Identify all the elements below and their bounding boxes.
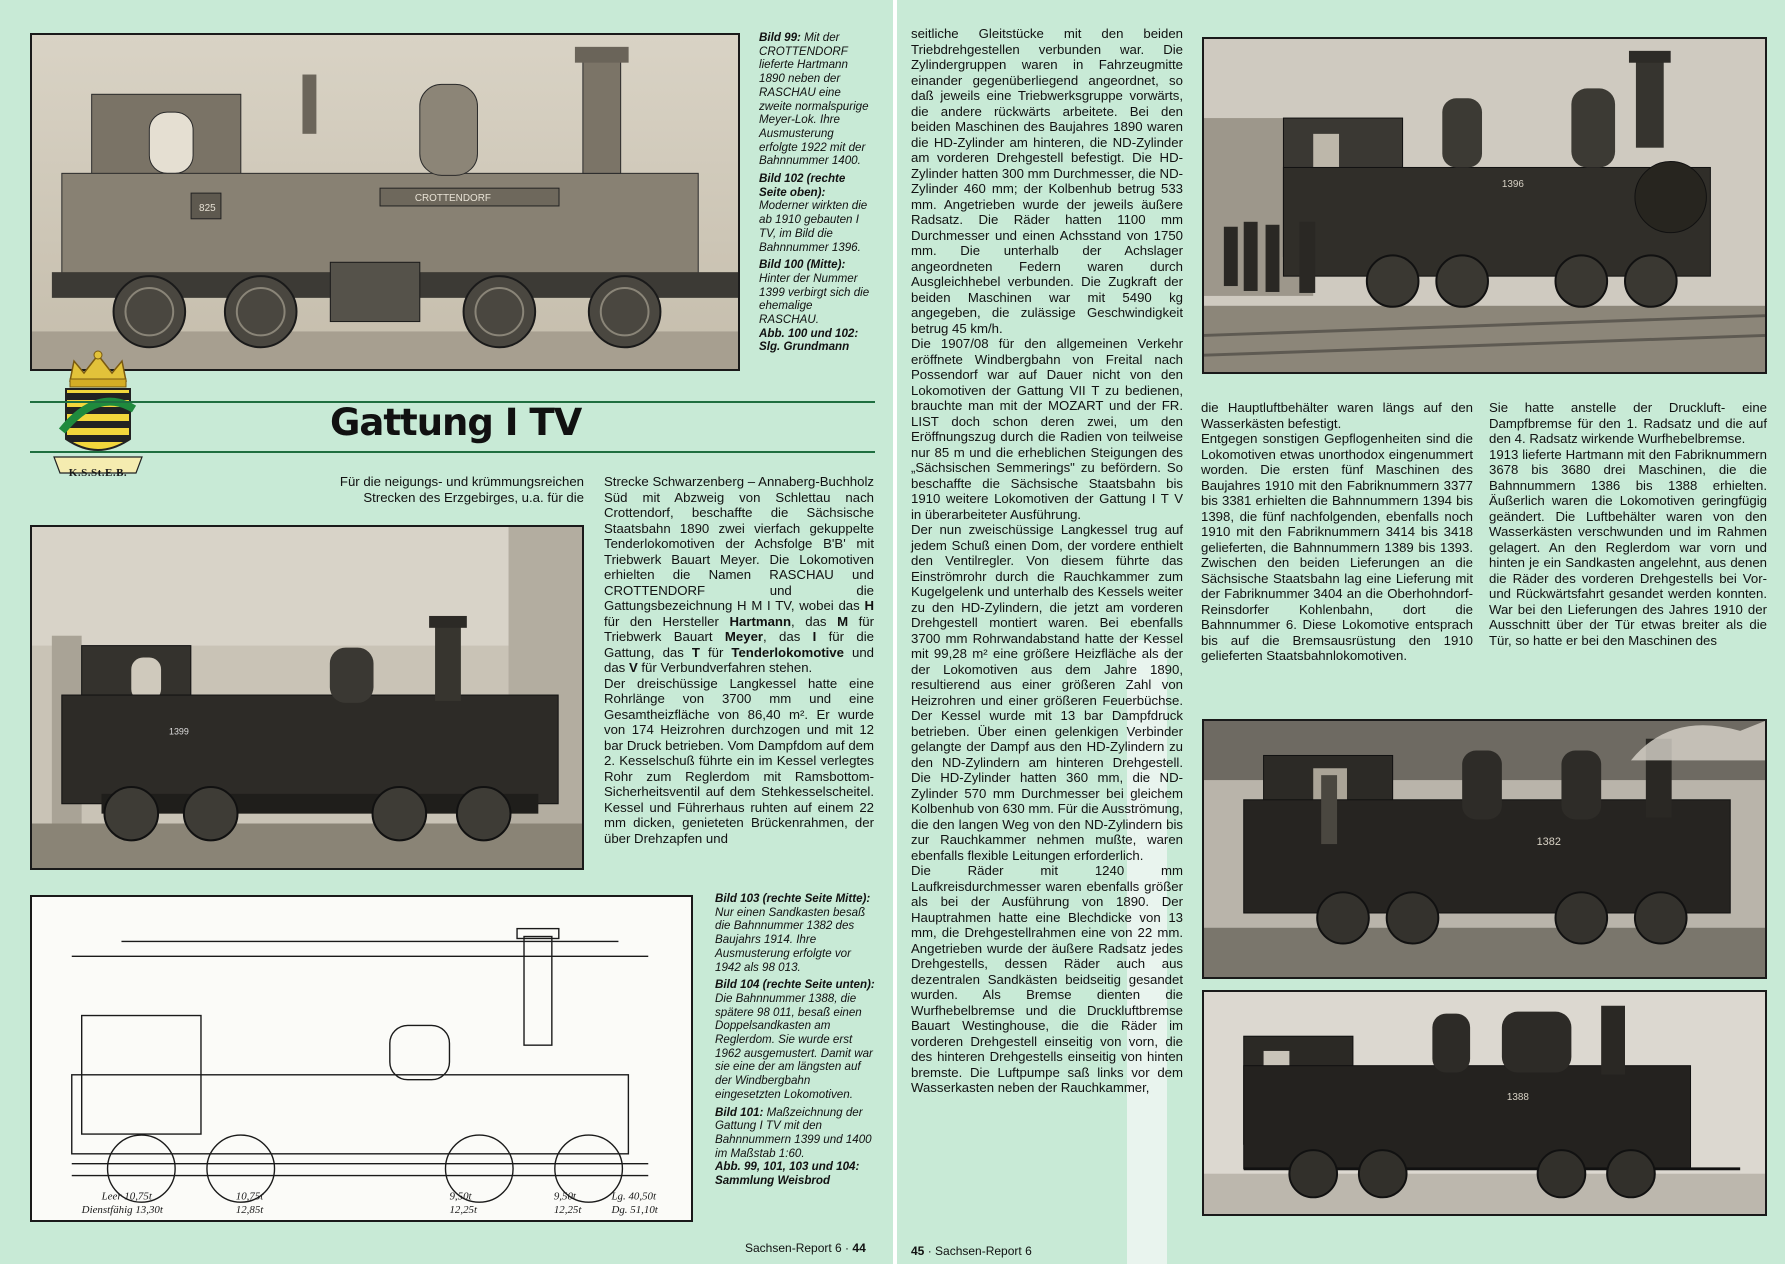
folio-left [745,1241,866,1255]
photo-bild-100 [30,525,584,870]
captions-bottom [715,892,875,1192]
saxony-crest [48,347,148,482]
photo-bild-104 [1202,990,1767,1216]
caption-bild-102-label: Bild 102 (rechte Seite oben): [759,172,846,199]
crest-icon [48,347,148,482]
weight-1a: Leer 10,75t [101,1190,152,1203]
right-col3-paragraph-2: 1913 lieferte Hartmann mit den Fabriknummern 3678 bis 3680 drei Maschinen, die die Bahnnummern 1386 bis 1388 erhielten. Äußerlich waren die Lokomotiven geringfügig geändert. Die Luftbehälter waren von den Wasserkästen verschwunden und im Rahmen gelagert. An den Reglerdom war vorn und hinten je ein Sandkasten angelehnt, aus denen die Räder des vorderen Drehgestells bei Vor- und Rückwärtsfahrt gesandet werden konnten. War bei den Lieferungen des Jahres 1910 der Ausschnitt über der Tür etwas breiter als die Tür, so hatte er bei den Maschinen des [1489,446,1767,648]
caption-bild-104-label: Bild 104 (rechte Seite unten): [715,978,875,992]
caption-bild-99-text: Mit der CROTTENDORF lieferte Hartmann 1890 neben der RASCHAU eine zweite normalspurige Meyer-Lok. Ihre Ausmusterung erfolgte 1922 mit der Bahnnummer 1400. [759,31,869,168]
number-1388: 1388 [1506,1092,1529,1104]
bold-run: T [691,644,700,660]
bold-run: V [628,660,638,675]
weight-5b: Dg. 51,10t [611,1204,658,1217]
text-run: Strecke Schwarzenberg – Annaberg-Buchholz Süd mit Abzweig von Schlettau nach Crottendorf, beschaffte die Sächsische Staatsbahn 1890 zwei vierfach gekuppelte Tenderlokomotiven der Achsfolge B'B' mit Triebwerk Bauart Meyer. Die Lokomotiven erhielten die Namen RASCHAU und CROTTENDORF und die Gattungsbezeichnung H M I TV, wobei das [604,474,874,613]
bold-run: Hartmann [729,613,792,629]
right-col1-paragraph-3: Der nun zweischüssige Langkessel trug auf jedem Schuß einen Dom, der vordere enthielt den Ventilregler. Von diesem führte das Einströmrohr durch die Rauchkammer zum Kugelgelenk und unterhalb des Kessels weiter zu den HD-Zylindern, die jetzt am vorderen Drehgestell montiert waren. Bei ebenfalls 3700 mm Rohrwandabstand hatte der Kessel mit 99,28 m² eine größere Heizfläche als der der Lokomotiven aus dem Jahre 1890, resultierend aus einer größeren Zahl von Heizrohren und einer größeren Feuerbüchse. Der Kessel wurde mit 13 bar Dampfdruck betrieben. Über einen gelenkigen Verbinder gelangte der Dampf aus den HD-Zylindern zu den ND-Zylindern am hinteren Drehgestell. Die HD-Zylinder hatten 360 mm, die ND-Zylinder 570 mm Durchmesser bei gleichem Kolbenhub von 630 mm. Für die Ausströmung, die den langen Weg von den ND-Zylindern bis zur Rauchkammer nehmen mußte, waren ebenfalls flexible Leitungen erforderlich. [911,522,1183,863]
crest-label: K.S.St.E.B. [68,467,128,479]
folio-left-text: Sachsen-Report 6 · [745,1241,853,1255]
text-run: für Triebwerk Bauart [604,613,874,644]
right-col1-paragraph-4: Die Räder mit 1240 mm Laufkreisdurchmesser waren ebenfalls größer als bei der Ausführung von 1890. Der Hauptrahmen hatte eine Blechdicke von 13 mm, die Drehgestellrahmen eine von 22 mm. Angetrieben wurde der äußere Radsatz jedes Drehgestells, dessen Räder auch aus dezentralen Sandkästen beidseitig gesandet wurden. Als Bremse dienten die Wurfhebelbremse und die Druckluftbremse Bauart Westinghouse, die die Räder im vorderen Drehgestell einseitig von vorn, die des hinteren Drehgestells einseitig von hinten bremste. Die Luftpumpe saß links vor dem Wasserkasten neben der Rauchkammer, [911,863,1183,1095]
bold-run: Tenderlokomotive [731,644,844,660]
weight-1b: Dienstfähig 13,30t [81,1204,163,1217]
text-run: für [699,644,732,660]
folio-right-text: · Sachsen-Report 6 [924,1244,1032,1258]
bold-run: H [864,598,874,613]
right-col1-paragraph-2: Die 1907/08 für den allgemeinen Verkehr eröffnete Windbergbahn von Freital nach Possendorf war auf Dauer nicht von den Lokomotiven der Gattung VII T zu bedienen, brauchte man mit der MOZART und der FR. LIST doch schon deren zwei, um den Eröffnungszug durch die Radien von teilweise nur 85 m und die erheblichen Steigungen des „Sächsischen Semmerings" zu befördern. So beschaffte die Sächsische Staatsbahn bis 1910 weitere Lokomotiven der Gattung I T V in überarbeiteter Ausführung. [911,336,1183,522]
weight-4a: 9,50t [553,1190,576,1203]
caption-credit-bottom: Abb. 99, 101, 103 und 104: Sammlung Weisbrod [715,1160,860,1188]
photo-bild-102 [1202,37,1767,374]
weight-3b: 12,25t [449,1204,478,1217]
captions-top [759,31,875,358]
page-number-left: 44 [852,1241,866,1255]
text-run: für Verbundverfahren stehen. [637,660,813,675]
text-run: , das [791,613,838,629]
left-col2-paragraph-1 [604,474,874,676]
weight-3a: 9,50t [449,1190,472,1203]
number-1396: 1396 [1501,179,1524,191]
text-run: , das [763,629,813,644]
page-number-right: 45 [911,1244,925,1258]
left-col2-paragraph-2: Der dreischüssige Langkessel hatte eine Rohrlänge von 3700 mm und eine Gesamtheizfläche von 86,40 m². Er wurde von 174 Heizrohren durchzogen und mit 12 bar Druck betrieben. Vom Dampfdom auf dem 2. Kesselschuß führte ein im Kessel verlegtes Rohr zum Reglerdom mit Ramsbottom-Sicherheitsventil auf dem Stehkesselscheitel. Kessel und Führerhaus ruhten auf einem 22 mm dicken, genieteten Brückenrahmen, der über Drehzapfen und [604,675,874,846]
right-page [897,0,1785,1264]
body-column-right-2 [1201,400,1473,664]
intro-paragraph: Für die neigungs- und krümmungsreichen Strecken des Erzgebirges, u.a. für die [339,474,584,505]
caption-bild-102-text: Moderner wirkten die ab 1910 gebauten I TV, im Bild die Bahnnummer 1396. [759,199,868,254]
caption-bild-103-text: Nur einen Sandkasten besaß die Bahnnummer 1382 des Baujahrs 1914. Ihre Ausmusterung erfolgte vor 1942 als 98 013. [715,905,866,974]
caption-credit-top: Abb. 100 und 102: Slg. Grundmann [759,326,859,354]
caption-bild-100-text: Hinter der Nummer 1399 verbirgt sich die ehemalige RASCHAU. [759,271,870,327]
right-col2-paragraph-1: die Hauptluftbehälter waren längs auf den Wasserkästen befestigt. [1201,400,1473,431]
caption-bild-100-label: Bild 100 (Mitte): [759,258,846,272]
caption-bild-103-label: Bild 103 (rechte Seite Mitte): [715,892,871,905]
caption-bild-104-text: Die Bahnnummer 1388, die spätere 98 011, besaß einen Doppelsandkasten am Reglerdom. Sie wurde erst 1962 ausgemustert. Damit war sie eine der am längsten auf der Windbergbahn eingesetzten Lokomotiven. [715,991,873,1101]
weight-2b: 12,85t [235,1204,264,1217]
bold-run: Meyer [724,629,764,644]
section-title: Gattung I TV [330,401,582,444]
photo-bild-99 [30,33,740,371]
right-col1-paragraph-1: seitliche Gleitstücke mit den beiden Triebdrehgestellen verbunden war. Die Zylindergruppen waren in Fahrzeugmitte einander gegenüberliegend angeordnet, so daß jeweils eine Triebwerksgruppe vorwärts, die andere rückwärts arbeitete. Bei den beiden Maschinen des Baujahres 1890 waren die HD-Zylinder am hinteren, die ND-Zylinder am vorderen Drehgestell befestigt. Die HD-Zylinder hatten 300 mm Durchmesser, die ND-Zylinder 460 mm; der Kolbenhub betrug 533 mm. Angetrieben wurde der jeweils äußere Radsatz. Die Räder hatten 1100 mm Durchmesser und einen Achsstand von 1750 mm. Die unterhalb der Achslager angeordneten Federn waren durch Ausgleichhebel verbunden. Die Zugkraft der beiden Maschinen war mit 5490 kg angegeben, die zulässige Geschwindigkeit betrug 45 km/h. [911,26,1183,336]
weight-4b: 12,25t [553,1204,582,1217]
drawing-bild-101 [30,895,693,1222]
intro-text [316,474,584,505]
text-run: für den Hersteller [604,613,730,629]
caption-bild-101-text: Maßzeichnung der Gattung I TV mit den Bahnnummern 1399 und 1400 im Maßstab 1:60. [715,1105,872,1160]
body-column-right-3 [1489,400,1767,648]
folio-right [911,1244,1032,1258]
number-825: 825 [199,202,216,214]
caption-bild-99-label: Bild 99: [759,31,801,44]
number-1382: 1382 [1536,836,1561,849]
title-rule-bottom [30,451,875,453]
number-1399: 1399 [169,726,189,737]
text-run: und das [604,644,875,675]
body-column-right-1 [911,26,1183,1096]
photo-bild-103 [1202,719,1767,979]
text-run: für die Gattung, das [604,629,874,660]
plate-crottendorf: CROTTENDORF [414,193,492,205]
right-col3-paragraph-1: Sie hatte anstelle der Druckluft- eine Dampfbremse für den 1. Radsatz und die auf den 4. Radsatz wirkende Wurfhebelbremse. [1489,400,1767,446]
weight-2a: 10,75t [235,1190,264,1203]
caption-bild-101-label: Bild 101: [715,1105,764,1119]
bold-run: M [837,613,849,629]
weight-5a: Lg. 40,50t [611,1190,657,1203]
right-col2-paragraph-2: Entgegen sonstigen Gepflogenheiten sind die Lokomotiven etwas unorthodox eingenummert worden. Die ersten fünf Maschinen des Baujahres 1910 mit den Fabriknummern 3377 bis 3381 erhielten die Bahnnummern 1394 bis 1398, die fünf nachfolgenden, ebenfalls noch 1910 mit den Fabriknummern 3414 bis 3418 gelieferten, die Bahnnummern 1389 bis 1393. Zwischen den beiden Lieferungen an die Sächsische Staatsbahn lag eine Lieferung mit der Fabriknummer 3404 an die Oberhohndorf-Reinsdorfer Kohlenbahn, dort die Bahnnummer 6. Diese Lokomotive entsprach bis auf die Bremsausrüstung den 1910 gelieferten Staatsbahnlokomotiven. [1201,431,1473,663]
body-column-left-2 [604,474,874,846]
bold-run: I [812,629,817,644]
